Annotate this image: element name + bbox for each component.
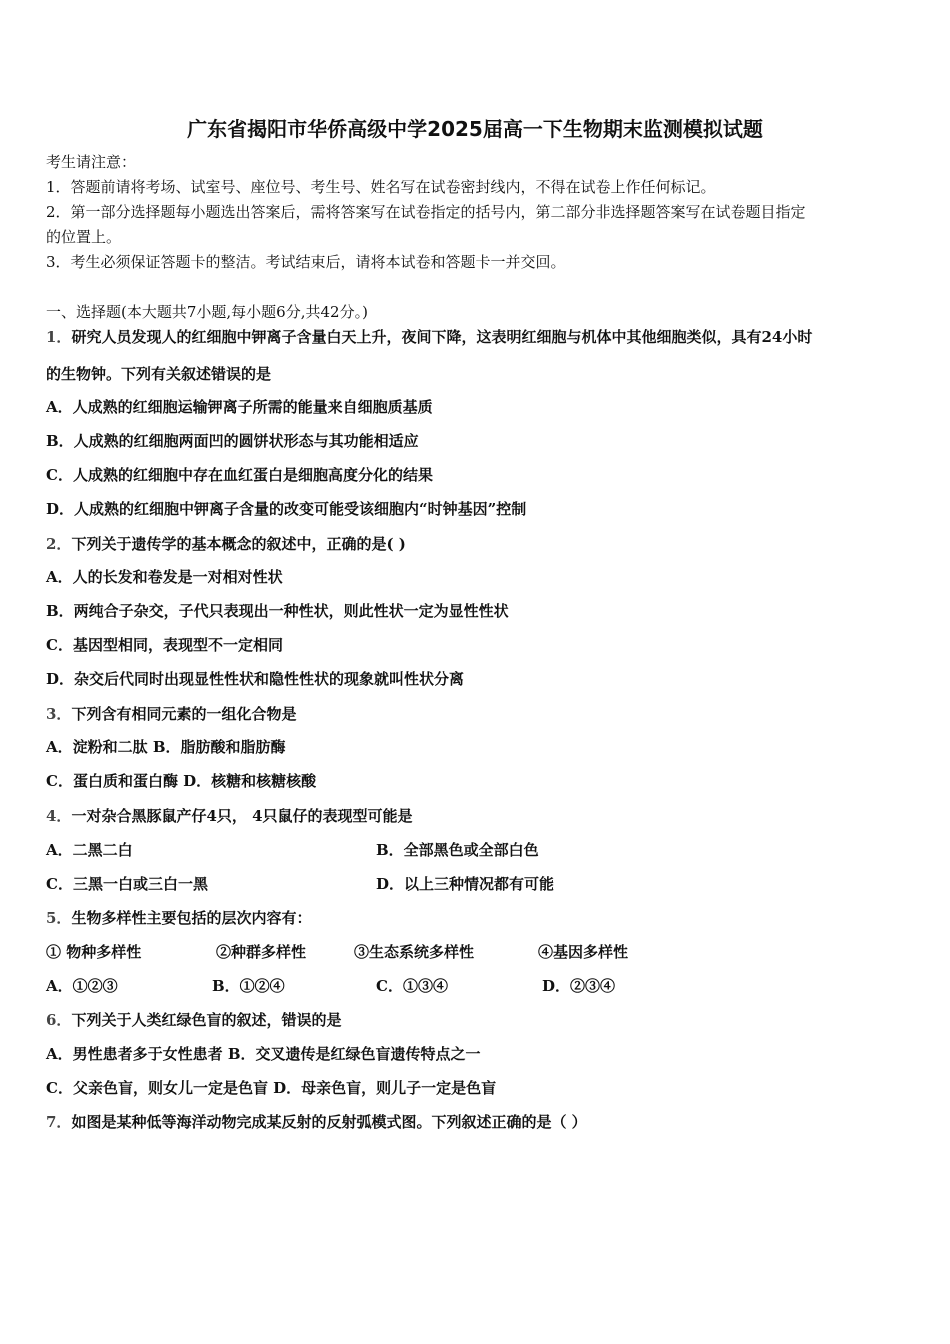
question-5-option-c: C．①③④ [376, 977, 448, 995]
question-1-option-b: B．人成熟的红细胞两面凹的圆饼状形态与其功能相适应 [46, 432, 419, 450]
question-5-item: ④基因多样性 [538, 943, 629, 961]
question-4-stem: 4．一对杂合黑豚鼠产仔4只， 4只鼠仔的表现型可能是 [46, 807, 413, 825]
question-5-item: ②种群多样性 [216, 943, 307, 961]
question-3-stem: 3．下列含有相同元素的一组化合物是 [46, 705, 297, 723]
question-5-option-b: B．①②④ [212, 977, 285, 995]
question-1-stem-continued: 的生物钟。下列有关叙述错误的是 [46, 365, 272, 383]
question-4-option-c: C．三黑一白或三白一黑 [46, 875, 208, 893]
question-2-option-d: D．杂交后代同时出现显性性状和隐性性状的现象就叫性状分离 [46, 670, 465, 688]
question-1-option-c: C．人成熟的红细胞中存在血红蛋白是细胞高度分化的结果 [46, 466, 433, 484]
question-number: 4． [46, 807, 72, 825]
notice-item: 的位置上。 [46, 228, 122, 246]
question-4-option-b: B．全部黑色或全部白色 [376, 841, 539, 859]
section-heading: 一、选择题(本大题共7小题,每小题6分,共42分。) [46, 303, 368, 321]
question-1-option-d: D．人成熟的红细胞中钾离子含量的改变可能受该细胞内“时钟基因”控制 [46, 500, 527, 518]
question-number: 3． [46, 705, 72, 723]
page-title: 广东省揭阳市华侨高级中学2025届高一下生物期末监测模拟试题 [187, 117, 763, 141]
question-5-item: ① 物种多样性 [46, 943, 142, 961]
question-3-options-ab: A．淀粉和二肽 B．脂肪酸和脂肪酶 [46, 738, 286, 756]
question-1-stem: 1．研究人员发现人的红细胞中钾离子含量白天上升，夜间下降，这表明红细胞与机体中其他细胞类似，具有24小时 [46, 328, 813, 346]
question-5-stem: 5．生物多样性主要包括的层次内容有： [46, 909, 312, 927]
question-2-option-b: B．两纯合子杂交，子代只表现出一种性状，则此性状一定为显性性状 [46, 602, 509, 620]
question-number: 5． [46, 909, 72, 927]
question-1-option-a: A．人成熟的红细胞运输钾离子所需的能量来自细胞质基质 [46, 398, 433, 416]
notice-heading: 考生请注意： [46, 153, 137, 171]
question-4-option-a: A．二黑二白 [46, 841, 133, 859]
question-4-option-d: D．以上三种情况都有可能 [376, 875, 555, 893]
question-6-options-cd: C．父亲色盲，则女儿一定是色盲 D．母亲色盲，则儿子一定是色盲 [46, 1079, 497, 1097]
question-2-stem: 2．下列关于遗传学的基本概念的叙述中，正确的是( ) [46, 535, 406, 553]
question-5-option-d: D．②③④ [542, 977, 616, 995]
question-number: 1． [46, 328, 72, 346]
question-2-option-a: A．人的长发和卷发是一对相对性状 [46, 568, 283, 586]
notice-item: 2．第一部分选择题每小题选出答案后，需将答案写在试卷指定的括号内，第二部分非选择题答案写在试卷题目指定 [46, 203, 806, 221]
notice-item: 1．答题前请将考场、试室号、座位号、考生号、姓名写在试卷密封线内，不得在试卷上作任何标记。 [46, 178, 716, 196]
question-number: 2． [46, 535, 72, 553]
notice-item: 3．考生必须保证答题卡的整洁。考试结束后，请将本试卷和答题卡一并交回。 [46, 253, 566, 271]
question-2-option-c: C．基因型相同，表现型不一定相同 [46, 636, 283, 654]
question-5-option-a: A．①②③ [46, 977, 118, 995]
question-3-options-cd: C．蛋白质和蛋白酶 D．核糖和核糖核酸 [46, 772, 317, 790]
question-number: 6． [46, 1011, 72, 1029]
question-6-options-ab: A．男性患者多于女性患者 B．交叉遗传是红绿色盲遗传特点之一 [46, 1045, 481, 1063]
question-5-item: ③生态系统多样性 [354, 943, 475, 961]
question-number: 7． [46, 1113, 72, 1131]
question-7-stem: 7．如图是某种低等海洋动物完成某反射的反射弧模式图。下列叙述正确的是（ ） [46, 1113, 587, 1131]
question-6-stem: 6．下列关于人类红绿色盲的叙述，错误的是 [46, 1011, 342, 1029]
